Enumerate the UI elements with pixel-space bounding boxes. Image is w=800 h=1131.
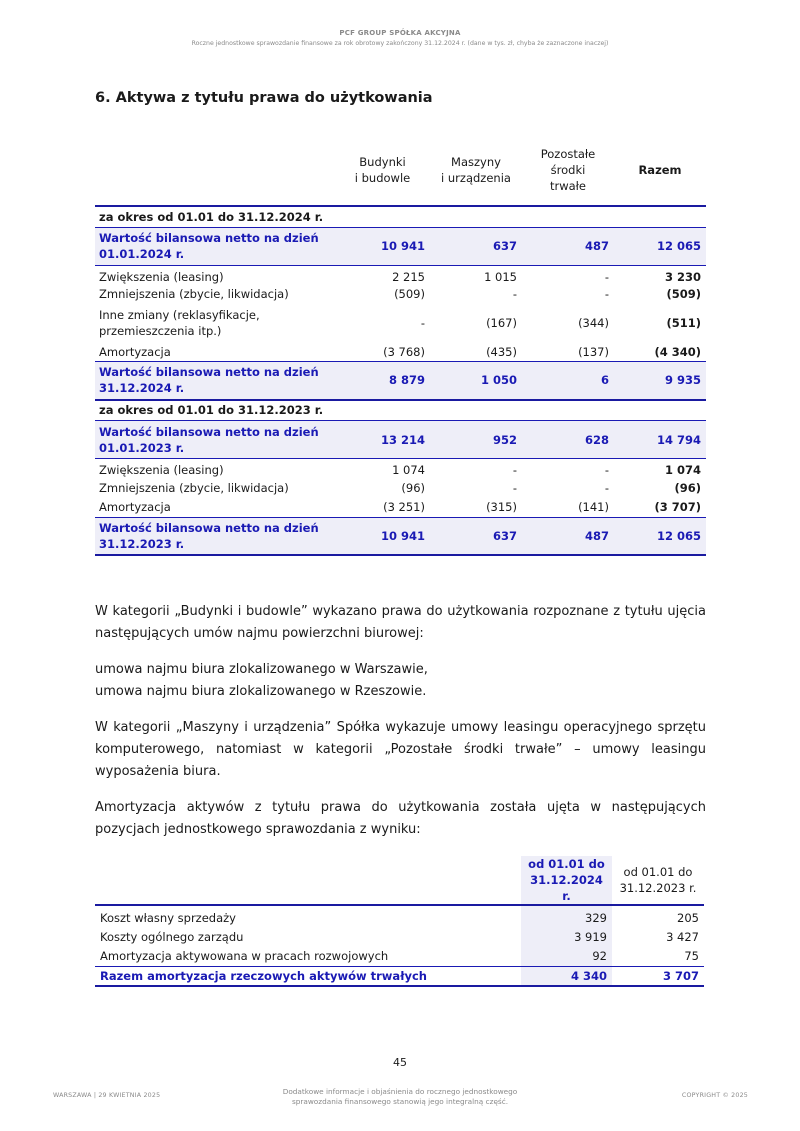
cell-value: 10 941 — [335, 517, 430, 555]
company-name: PCF GROUP SPÓŁKA AKCYJNA — [339, 29, 461, 37]
balance-row — [95, 362, 706, 400]
table-row — [95, 927, 704, 947]
cell-value: - — [512, 287, 517, 302]
table-row — [95, 285, 706, 305]
row-label: Zmniejszenia (zbycie, likwidacja) — [99, 480, 289, 495]
cell-value: 205 — [677, 911, 699, 925]
page-number: 45 — [393, 1056, 407, 1069]
cell-value: 1 050 — [430, 362, 522, 400]
cell-value: (137) — [578, 344, 609, 359]
list-item: umowa najmu biura zlokalizowanego w Warszawie, — [95, 662, 428, 677]
col-header-machinery: Maszyny i urządzenia — [441, 155, 511, 185]
cell-total: 14 794 — [614, 421, 706, 459]
paragraph-leases-list — [95, 659, 706, 703]
cell-value: - — [604, 269, 609, 284]
table-row — [95, 265, 706, 285]
row-label: Amortyzacja — [99, 344, 171, 359]
row-label: Koszt własny sprzedaży — [100, 911, 236, 925]
cell-total: (96) — [674, 480, 701, 495]
row-label: Zwiększenia (leasing) — [99, 463, 224, 477]
table-row — [95, 498, 706, 518]
col-header-2023: od 01.01 do 31.12.2023 r. — [612, 856, 704, 905]
cell-value: 10 941 — [335, 227, 430, 265]
row-label: Koszty ogólnego zarządu — [100, 929, 244, 944]
cell-value: - — [512, 480, 517, 495]
cell-value: 2 215 — [392, 269, 425, 284]
row-label: Razem amortyzacja rzeczowych aktywów trwałych — [95, 966, 521, 986]
table-row — [95, 342, 706, 362]
cell-total: (3 707) — [654, 500, 701, 514]
period-header-row — [95, 400, 706, 421]
row-label: Wartość bilansowa netto na dzień 01.01.2023 r. — [95, 421, 335, 459]
cell-value: (3 768) — [383, 344, 425, 359]
cell-value: (509) — [394, 287, 425, 302]
row-label: Inne zmiany (reklasyfikacje, przemieszczenia itp.) — [99, 308, 260, 338]
cell-value: 3 919 — [521, 927, 612, 947]
col-header-other: Pozostałe środki trwałe — [540, 147, 596, 193]
row-label: Zmniejszenia (zbycie, likwidacja) — [99, 287, 289, 302]
cell-value: 628 — [522, 421, 614, 459]
cell-value: - — [604, 287, 609, 302]
balance-row — [95, 517, 706, 555]
cell-value: (3 251) — [383, 500, 425, 514]
cell-total: 12 065 — [614, 517, 706, 555]
table-header-row — [95, 140, 706, 200]
cell-total: (509) — [666, 287, 701, 302]
cell-value: (141) — [578, 500, 609, 514]
cell-total: (511) — [666, 316, 701, 330]
col-header-2024: od 01.01 do 31.12.2024 r. — [521, 856, 612, 905]
header-empty — [95, 856, 521, 905]
table-row — [95, 304, 706, 342]
period-label: za okres od 01.01 do 31.12.2023 r. — [95, 400, 706, 421]
row-label: Wartość bilansowa netto na dzień 31.12.2023 r. — [95, 517, 335, 555]
period-header-row — [95, 206, 706, 227]
cell-total: 1 074 — [664, 463, 701, 477]
cell-value: 1 015 — [484, 269, 517, 284]
table-row — [95, 478, 706, 498]
row-label: Zwiększenia (leasing) — [99, 269, 224, 284]
cell-value: 487 — [522, 227, 614, 265]
right-of-use-assets-table — [95, 140, 706, 556]
cell-total: 3 230 — [664, 269, 701, 284]
cell-value: 6 — [522, 362, 614, 400]
balance-row — [95, 421, 706, 459]
cell-value: (344) — [578, 316, 609, 330]
paragraph-machinery: W kategorii „Maszyny i urządzenia” Spółka wykazuje umowy leasingu operacyjnego sprzętu komputerowego, natomiast w kategorii „Pozostałe środki trwałe” – umowy leasingu wyposażenia biura. — [95, 720, 706, 779]
cell-value: 3 707 — [612, 966, 704, 986]
cell-value: 1 074 — [392, 463, 425, 477]
table-total-row — [95, 966, 704, 986]
page-header — [0, 29, 800, 47]
cell-value: 952 — [430, 421, 522, 459]
balance-row — [95, 227, 706, 265]
period-label: za okres od 01.01 do 31.12.2024 r. — [95, 206, 706, 227]
cell-value: - — [512, 463, 517, 477]
paragraph-buildings: W kategorii „Budynki i budowle” wykazano prawa do użytkowania rozpoznane z tytułu ujęcia następujących umów najmu powierzchni biurowej: — [95, 604, 706, 641]
table-row — [95, 947, 704, 967]
header-empty — [95, 140, 335, 200]
cell-value: 487 — [522, 517, 614, 555]
cell-value: (315) — [486, 500, 517, 514]
table-row — [95, 905, 704, 927]
paragraph-depreciation: Amortyzacja aktywów z tytułu prawa do użytkowania została ujęta w następujących pozycjach jednostkowego sprawozdania z wyniku: — [95, 800, 706, 837]
row-label: Wartość bilansowa netto na dzień 01.01.2024 r. — [95, 227, 335, 265]
cell-value: (167) — [486, 316, 517, 330]
cell-value: (96) — [401, 480, 425, 495]
footer-date: WARSZAWA | 29 KWIETNIA 2025 — [53, 1092, 161, 1099]
cell-value: - — [420, 316, 425, 330]
table-header-row — [95, 856, 704, 905]
col-header-buildings: Budynki i budowle — [354, 155, 411, 185]
cell-total: (4 340) — [654, 344, 701, 359]
table-body — [95, 206, 706, 555]
col-header-total: Razem — [638, 163, 682, 177]
cell-total: 9 935 — [614, 362, 706, 400]
row-label: Wartość bilansowa netto na dzień 31.12.2024 r. — [95, 362, 335, 400]
cell-value: 8 879 — [335, 362, 430, 400]
cell-value: 13 214 — [335, 421, 430, 459]
row-label: Amortyzacja — [99, 500, 171, 514]
footer-note: Dodatkowe informacje i objaśnienia do rocznego jednostkowego sprawozdania finansowego stanowią jego integralną część. — [282, 1087, 518, 1106]
cell-value: 92 — [521, 947, 612, 967]
cell-value: 3 427 — [666, 929, 699, 944]
cell-value: 329 — [521, 905, 612, 927]
row-label: Amortyzacja aktywowana w pracach rozwojowych — [100, 949, 389, 963]
cell-value: 637 — [430, 517, 522, 555]
cell-value: - — [604, 463, 609, 477]
section-title: 6. Aktywa z tytułu prawa do użytkowania — [95, 90, 433, 106]
cell-total: 12 065 — [614, 227, 706, 265]
cell-value: - — [604, 480, 609, 495]
cell-value: 4 340 — [521, 966, 612, 986]
header-subtitle: Roczne jednostkowe sprawozdanie finansowe za rok obrotowy zakończony 31.12.2024 r. (dane w tys. zł, chyba że zaznaczone inaczej) — [191, 40, 609, 47]
cell-value: 75 — [684, 949, 699, 963]
table-row — [95, 459, 706, 479]
cell-value: (435) — [486, 344, 517, 359]
list-item: umowa najmu biura zlokalizowanego w Rzeszowie. — [95, 684, 427, 699]
depreciation-table — [95, 856, 704, 987]
footer-copyright: COPYRIGHT © 2025 — [681, 1092, 748, 1099]
cell-value: 637 — [430, 227, 522, 265]
